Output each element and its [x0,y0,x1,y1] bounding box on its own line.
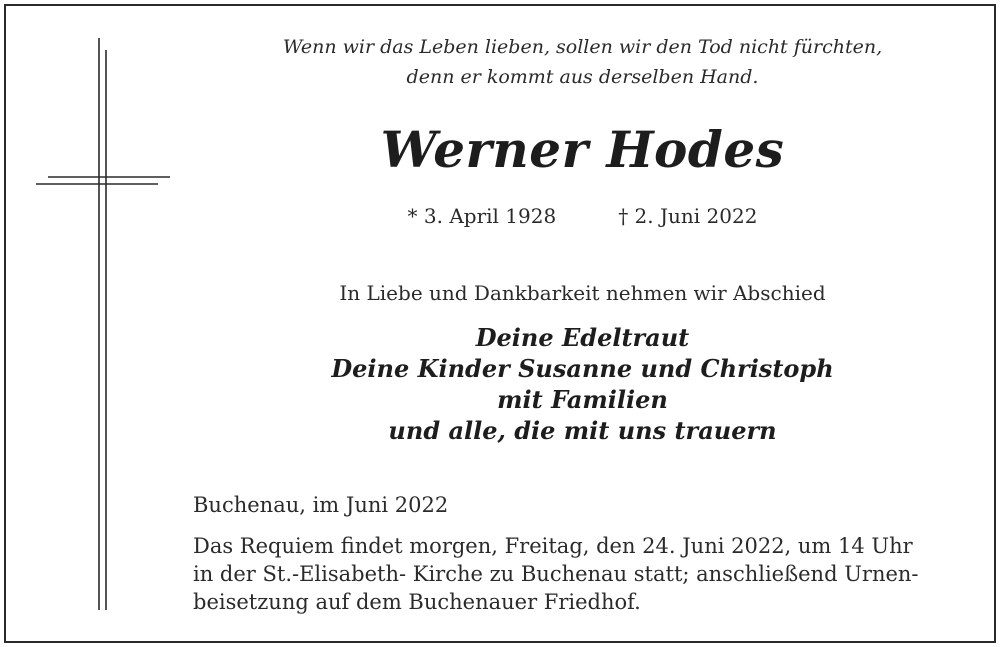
deceased-name: Werner Hodes [380,120,785,179]
mourner-line: mit Familien [497,385,668,414]
requiem-info [193,532,973,616]
death-date: † 2. Juni 2022 [618,204,758,228]
requiem-line-2: in der St.-Elisabeth- Kirche zu Buchenau statt; anschließend Urnen- [193,562,919,586]
place-date: Buchenau, im Juni 2022 [193,493,449,517]
quote-line-2: denn er kommt aus derselben Hand. [406,66,759,88]
birth-date: * 3. April 1928 [407,204,557,228]
mourner-line: und alle, die mit uns trauern [388,416,777,445]
life-dates [165,200,1000,232]
quote-line-1: Wenn wir das Leben lieben, sollen wir den Tod nicht fürchten, [282,36,883,58]
mourner-line: Deine Edeltraut [475,323,690,352]
quote [165,32,1000,92]
mourners-list [165,322,1000,446]
farewell-text: In Liebe und Dankbarkeit nehmen wir Abschied [339,281,826,305]
mourner-line: Deine Kinder Susanne und Christoph [331,354,834,383]
requiem-line-1: Das Requiem findet morgen, Freitag, den 24. Juni 2022, um 14 Uhr [193,534,913,558]
requiem-line-3: beisetzung auf dem Buchenauer Friedhof. [193,590,641,614]
